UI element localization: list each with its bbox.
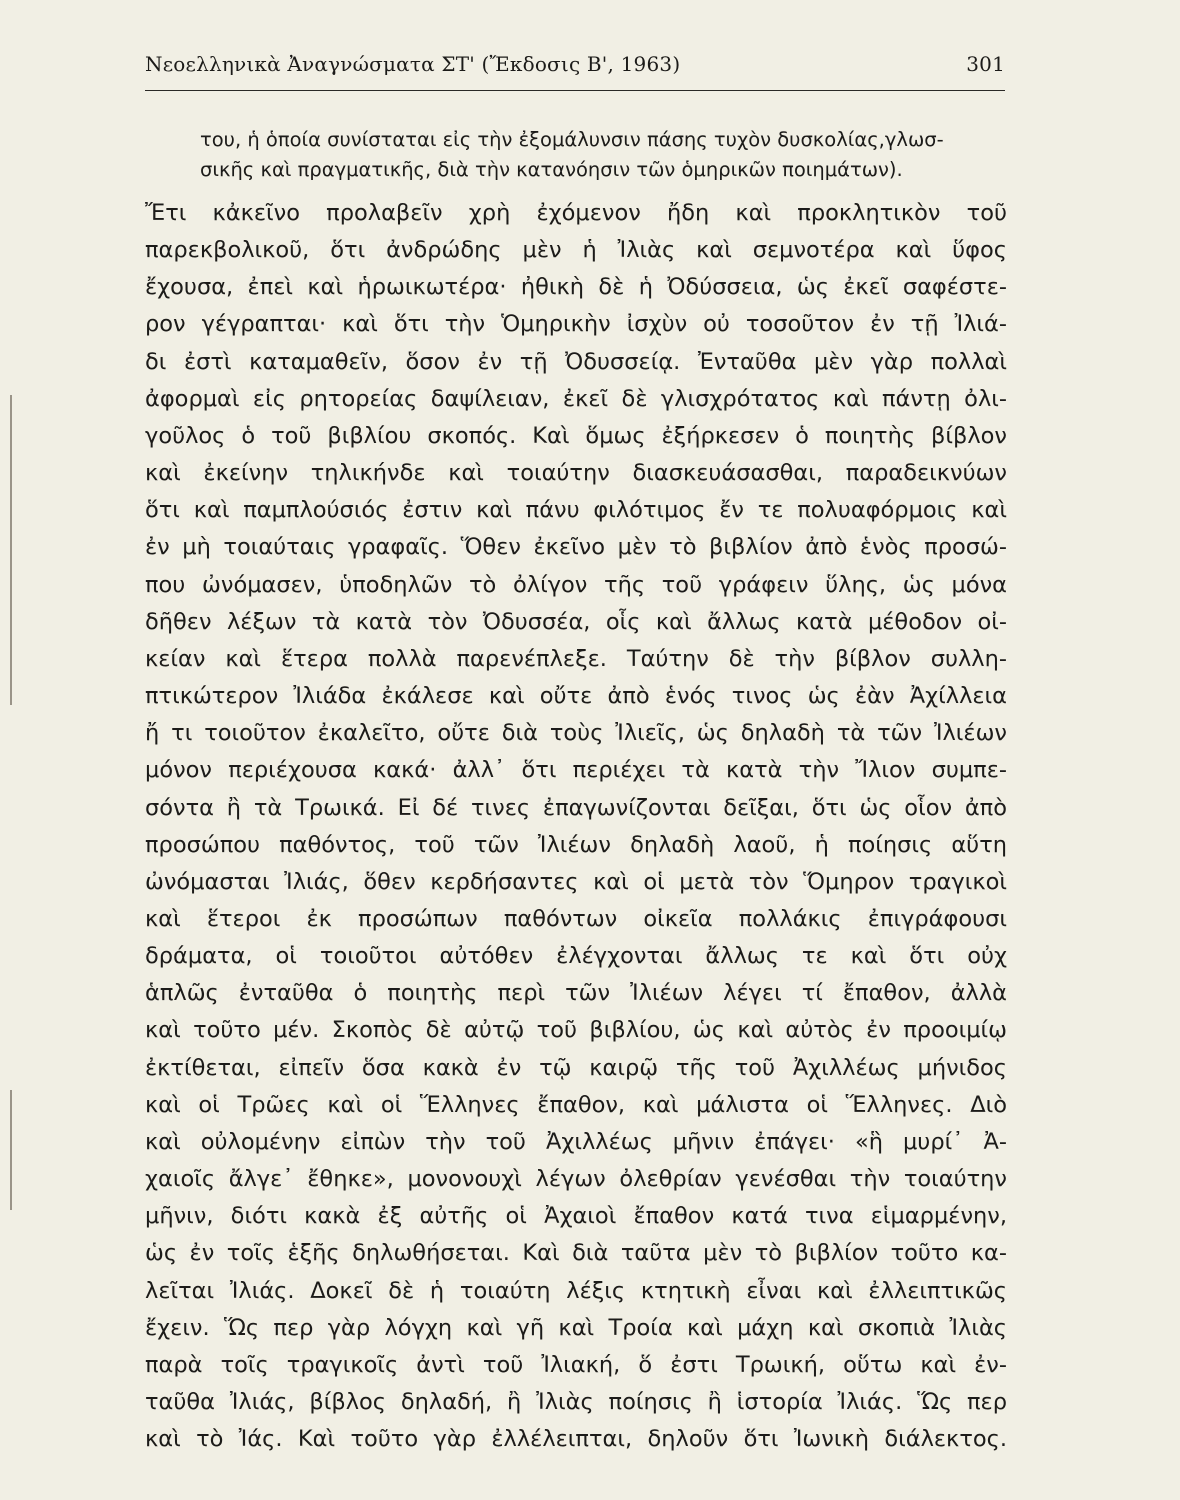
running-header — [145, 52, 1005, 86]
text-line: ἐν μὴ τοιαύταις γραφαῖς. Ὅθεν ἐκεῖνο μὲν τὸ βιβλίον ἀπὸ ἑνὸς προσώ- — [145, 534, 1007, 561]
text-line: κείαν καὶ ἕτερα πολλὰ παρενέπλεξε. Ταύτην δὲ τὴν βίβλον συλλη- — [145, 645, 1007, 672]
text-line: ὡς ἐν τοῖς ἑξῆς δηλωθήσεται. Καὶ διὰ ταῦτα μὲν τὸ βιβλίον τοῦτο κα- — [145, 1240, 1007, 1267]
text-line: που ὠνόμασεν, ὑποδηλῶν τὸ ὀλίγον τῆς τοῦ γράφειν ὕλης, ὡς μόνα — [145, 571, 1007, 598]
text-line: ἔχειν. Ὥς περ γὰρ λόγχη καὶ γῆ καὶ Τροία καὶ μάχη καὶ σκοπιὰ Ἰλιὰς — [145, 1314, 1007, 1341]
text-line: ἔχουσα, ἐπεὶ καὶ ἡρωικωτέρα· ἠθικὴ δὲ ἡ Ὀδύσσεια, ὡς ἐκεῖ σαφέστε- — [145, 274, 1007, 301]
text-line: ὅτι καὶ παμπλούσιός ἐστιν καὶ πάνυ φιλότιμος ἔν τε πολυαφόρμοις καὶ — [145, 497, 1007, 524]
text-line: μῆνιν, διότι κακὰ ἐξ αὐτῆς οἱ Ἀχαιοὶ ἔπαθον κατά τινα εἱμαρμένην, — [145, 1203, 1007, 1230]
text-line: καὶ ἐκείνην τηλικήνδε καὶ τοιαύτην διασκευάσασθαι, παραδεικνύων — [145, 460, 1007, 487]
text-line: ἀφορμαὶ εἰς ρητορείας δαψίλειαν, ἐκεῖ δὲ γλισχρότατος καὶ πάντῃ ὀλι- — [145, 385, 1007, 412]
text-line: προσώπου παθόντος, τοῦ τῶν Ἰλιέων δηλαδὴ λαοῦ, ἡ ποίησις αὕτη — [145, 831, 1007, 858]
text-line: ἤ τι τοιοῦτον ἐκαλεῖτο, οὔτε διὰ τοὺς Ἰλιεῖς, ὡς δηλαδὴ τὰ τῶν Ἰλιέων — [145, 720, 1007, 747]
running-title: Νεοελληνικὰ Ἀναγνώσματα ΣΤ' (Ἔκδοσις Β', 1963) — [145, 52, 681, 76]
scan-margin-mark — [10, 1090, 12, 1210]
text-line: παρεκβολικοῦ, ὅτι ἀνδρώδης μὲν ἡ Ἰλιὰς καὶ σεμνοτέρα καὶ ὕφος — [145, 237, 1007, 264]
footnote-line: σικῆς καὶ πραγματικῆς, διὰ τὴν κατανόησιν τῶν ὁμηρικῶν ποιημάτων). — [200, 158, 903, 181]
text-line: καὶ οἱ Τρῶες καὶ οἱ Ἕλληνες ἔπαθον, καὶ μάλιστα οἱ Ἕλληνες. Διὸ — [145, 1091, 1007, 1118]
page-number: 301 — [966, 52, 1005, 76]
text-line: δι ἐστὶ καταμαθεῖν, ὅσον ἐν τῇ Ὀδυσσείᾳ. Ἐνταῦθα μὲν γὰρ πολλαὶ — [145, 348, 1007, 375]
text-line: πτικώτερον Ἰλιάδα ἐκάλεσε καὶ οὔτε ἀπὸ ἑνός τινος ὡς ἐὰν Ἀχίλλεια — [145, 683, 1007, 710]
text-line: καὶ οὐλομένην εἰπὼν τὴν τοῦ Ἀχιλλέως μῆνιν ἐπάγει· «ἣ μυρί᾽ Ἀ- — [145, 1128, 1007, 1155]
text-line: καὶ τὸ Ἰάς. Καὶ τοῦτο γὰρ ἐλλέλειπται, δηλοῦν ὅτι Ἰωνικὴ διάλεκτος. — [145, 1426, 1007, 1453]
main-text — [145, 195, 1007, 1458]
text-line: γοῦλος ὁ τοῦ βιβλίου σκοπός. Καὶ ὅμως ἐξήρκεσεν ὁ ποιητὴς βίβλον — [145, 422, 1007, 449]
scan-margin-mark — [10, 395, 12, 705]
text-line: ἁπλῶς ἐνταῦθα ὁ ποιητὴς περὶ τῶν Ἰλιέων λέγει τί ἔπαθον, ἀλλὰ — [145, 980, 1007, 1007]
text-line: δράματα, οἱ τοιοῦτοι αὐτόθεν ἐλέγχονται ἄλλως τε καὶ ὅτι οὐχ — [145, 943, 1007, 970]
footnote-continuation — [200, 125, 1005, 185]
footnote-line: του, ἡ ὁποία συνίσταται εἰς τὴν ἐξομάλυνσιν πάσης τυχὸν δυσκολίας,γλωσ- — [200, 128, 944, 151]
header-rule — [145, 90, 1005, 91]
text-line: ἐκτίθεται, εἰπεῖν ὅσα κακὰ ἐν τῷ καιρῷ τῆς τοῦ Ἀχιλλέως μήνιδος — [145, 1054, 1007, 1081]
text-line: Ἔτι κἀκεῖνο προλαβεῖν χρὴ ἐχόμενον ἤδη καὶ προκλητικὸν τοῦ — [145, 200, 1007, 226]
text-line: καὶ τοῦτο μέν. Σκοπὸς δὲ αὐτῷ τοῦ βιβλίου, ὡς καὶ αὐτὸς ἐν προοιμίῳ — [145, 1017, 1007, 1044]
text-line: ὠνόμασται Ἰλιάς, ὅθεν κερδήσαντες καὶ οἱ μετὰ τὸν Ὅμηρον τραγικοὶ — [145, 868, 1007, 895]
text-line: καὶ ἕτεροι ἐκ προσώπων παθόντων οἰκεῖα πολλάκις ἐπιγράφουσι — [145, 905, 1007, 932]
text-line: χαιοῖς ἄλγε᾽ ἔθηκε», μονονουχὶ λέγων ὀλεθρίαν γενέσθαι τὴν τοιαύτην — [145, 1166, 1007, 1193]
text-line: μόνον περιέχουσα κακά· ἀλλ᾽ ὅτι περιέχει τὰ κατὰ τὴν Ἴλιον συμπε- — [145, 757, 1007, 784]
text-line: σόντα ἢ τὰ Τρωικά. Εἰ δέ τινες ἐπαγωνίζονται δεῖξαι, ὅτι ὡς οἷον ἀπὸ — [145, 794, 1007, 821]
text-line: λεῖται Ἰλιάς. Δοκεῖ δὲ ἡ τοιαύτη λέξις κτητικὴ εἶναι καὶ ἐλλειπτικῶς — [145, 1277, 1007, 1304]
text-line: ρον γέγραπται· καὶ ὅτι τὴν Ὁμηρικὴν ἰσχὺν οὐ τοσοῦτον ἐν τῇ Ἰλιά- — [145, 311, 1007, 338]
text-line: παρὰ τοῖς τραγικοῖς ἀντὶ τοῦ Ἰλιακή, ὅ ἐστι Τρωική, οὕτω καὶ ἐν- — [145, 1351, 1007, 1378]
text-line: δῆθεν λέξων τὰ κατὰ τὸν Ὀδυσσέα, οἷς καὶ ἄλλως κατὰ μέθοδον οἰ- — [145, 608, 1007, 635]
text-line: ταῦθα Ἰλιάς, βίβλος δηλαδή, ἢ Ἰλιὰς ποίησις ἢ ἱστορία Ἰλιάς. Ὥς περ — [145, 1389, 1007, 1415]
